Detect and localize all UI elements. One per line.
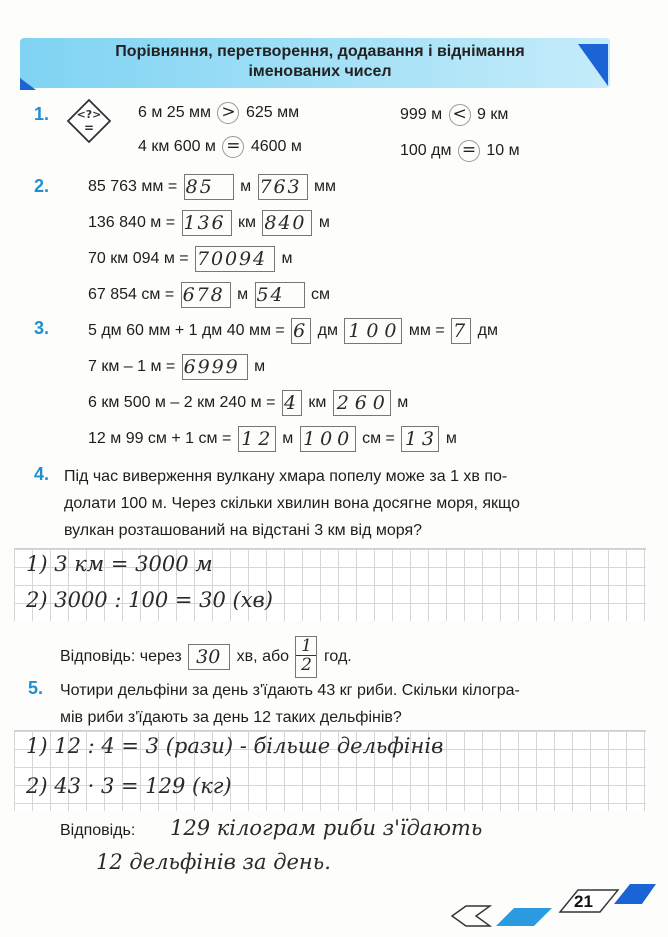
task1-item-3-left: 999 м: [400, 106, 443, 124]
digit: 4: [253, 248, 266, 270]
task2-row-4: [88, 282, 330, 308]
digit: 5: [256, 284, 269, 306]
task1-item-4-right: 10 м: [486, 142, 520, 160]
task3-row-1-box3[interactable]: [451, 318, 471, 344]
digit: 3: [287, 176, 300, 198]
task3-number: 3.: [34, 318, 50, 338]
digit: 0: [225, 248, 238, 270]
digit: 0: [366, 320, 379, 342]
task2-row-2-box1[interactable]: [182, 210, 232, 236]
digit: 9: [197, 356, 210, 378]
task3-row-1-expr: 5 дм 60 мм + 1 дм 40 мм =: [88, 322, 285, 340]
task2-row-2-expr: 136 840 м =: [88, 214, 176, 232]
task3-row-4: [88, 426, 457, 452]
task4-solution-2: 2) 3000 : 100 = 30 (хв): [26, 588, 273, 612]
task5-problem-text: [60, 677, 630, 731]
digit: 8: [210, 284, 223, 306]
task2-row-3-box1[interactable]: [195, 246, 275, 272]
task1-item-4-left: 100 дм: [400, 142, 452, 160]
task3-row-2-box1[interactable]: [182, 354, 248, 380]
task3-row-4-unit1: м: [282, 430, 294, 448]
task2-row-4-expr: 67 854 см =: [88, 286, 175, 304]
task3-row-3-expr: 6 км 500 м – 2 км 240 м =: [88, 394, 276, 412]
digit: 0: [211, 248, 224, 270]
task3-row-1-unit3: дм: [477, 322, 498, 340]
svg-text:<?>: <?>: [76, 108, 102, 121]
task5-answer-line2: 12 дельфінів за день.: [96, 850, 331, 874]
digit: 9: [211, 356, 224, 378]
task2-row-2-unit2: м: [318, 214, 330, 232]
task5-answer-label: Відповідь:: [60, 822, 136, 839]
task5-number: 5.: [28, 678, 44, 698]
task4-answer: [60, 636, 352, 678]
task2-row-4-unit1: м: [237, 286, 249, 304]
task3-row-2-unit1: м: [254, 358, 266, 376]
digit: 6: [182, 284, 195, 306]
task1-item-1-right: 625 мм: [245, 104, 300, 122]
digit: 6: [273, 176, 286, 198]
task2-row-2-box2[interactable]: [262, 210, 312, 236]
task5-text-line2: мів риби з'їдають за день 12 таких дельфінів?: [60, 709, 402, 726]
digit: 6: [211, 212, 224, 234]
digit: 0: [320, 428, 333, 450]
digit: 0: [292, 212, 305, 234]
task4-problem-text: [64, 463, 624, 544]
task3-row-3-unit2: м: [397, 394, 409, 412]
task2-row-3-unit1: м: [281, 250, 293, 268]
task2-row-2-unit1: км: [237, 214, 256, 232]
task1-item-2-left: 4 км 600 м: [138, 138, 216, 156]
task4-text-line1: Під час виверження вулкану хмара попелу може за 1 хв по-: [64, 468, 508, 485]
digit: 2: [258, 428, 271, 450]
digit: 1: [404, 428, 417, 450]
task5-answer-line1: 129 кілограм риби з'їдають: [170, 816, 483, 840]
task2-row-4-box2[interactable]: [255, 282, 305, 308]
task4-text-line2: долати 100 м. Через скільки хвилин вона досягне моря, якщо: [64, 495, 520, 512]
digit: 0: [337, 428, 350, 450]
task4-answer-prefix: Відповідь: через: [60, 648, 182, 666]
task4-answer-suffix: год.: [323, 648, 352, 666]
task3-row-4-box1[interactable]: [238, 426, 276, 452]
digit: 1: [348, 320, 361, 342]
compare-signs-icon: [66, 98, 112, 144]
task3-row-3: [88, 390, 408, 416]
task5-solution-1: 1) 12 : 4 = 3 (рази) - більше дельфінів: [26, 734, 444, 758]
digit: 9: [225, 356, 238, 378]
task3-row-1: [88, 318, 498, 344]
task3-row-3-box1[interactable]: [282, 390, 302, 416]
task4-fraction-box[interactable]: [295, 636, 317, 678]
task4-number: 4.: [34, 464, 50, 484]
digit: 8: [185, 176, 198, 198]
task2-row-3-expr: 70 км 094 м =: [88, 250, 189, 268]
task1-item-3-right: 9 км: [477, 106, 509, 124]
digit: 7: [197, 248, 210, 270]
task3-row-4-expr: 12 м 99 см + 1 см =: [88, 430, 232, 448]
task3-row-1-unit2: мм =: [408, 322, 445, 340]
task1-item-1: [138, 102, 299, 124]
task1-item-4: [400, 140, 520, 162]
task1-item-2-sign[interactable]: =: [222, 136, 244, 158]
digit: 7: [196, 284, 209, 306]
digit: 30: [196, 646, 221, 668]
task3-row-1-unit1: дм: [317, 322, 339, 340]
digit: 7: [259, 176, 272, 198]
task1-item-2-right: 4600 м: [250, 138, 302, 156]
digit: 3: [197, 212, 210, 234]
header-ribbon-left: [20, 78, 36, 90]
task2-row-4-unit2: см: [310, 286, 330, 304]
digit: 4: [283, 392, 296, 414]
task3-row-4-box2[interactable]: [300, 426, 356, 452]
task1-item-1-left: 6 м 25 мм: [138, 104, 212, 122]
task2-row-1-box2[interactable]: [258, 174, 308, 200]
task2-row-1-unit2: мм: [313, 178, 336, 196]
fraction-denominator: 2: [301, 655, 312, 675]
task1-item-3-sign[interactable]: <: [449, 104, 471, 126]
digit: 7: [453, 320, 466, 342]
task3-row-3-box2[interactable]: [333, 390, 391, 416]
task2-row-2: [88, 210, 330, 236]
page-title: [40, 42, 600, 82]
task1-item-2: [138, 136, 302, 158]
digit: 6: [354, 392, 367, 414]
task3-row-2-expr: 7 км – 1 м =: [88, 358, 176, 376]
fraction-numerator: 1: [296, 637, 316, 656]
task2-row-1-expr: 85 763 мм =: [88, 178, 178, 196]
digit: 1: [241, 428, 254, 450]
task2-row-4-box1[interactable]: [181, 282, 231, 308]
task1-item-3: [400, 104, 508, 126]
task1-item-1-sign[interactable]: >: [217, 102, 239, 124]
digit: 0: [372, 392, 385, 414]
task2-row-1-unit1: м: [240, 178, 252, 196]
digit: 6: [293, 320, 306, 342]
task3-row-4-unit2: см =: [362, 430, 395, 448]
task4-answer-mid: хв, або: [236, 648, 290, 666]
task4-text-line3: вулкан розташований на відстані 3 км від моря?: [64, 522, 423, 539]
svg-text:=: =: [83, 121, 95, 135]
task5-text-line1: Чотири дельфіни за день з'їдають 43 кг риби. Скільки кілогра-: [60, 682, 520, 699]
digit: 3: [421, 428, 434, 450]
task3-row-3-unit1: км: [308, 394, 327, 412]
task3-row-1-box2[interactable]: [344, 318, 402, 344]
digit: 4: [278, 212, 291, 234]
task2-row-3: [88, 246, 293, 272]
task3-row-2: [88, 354, 265, 380]
digit: 2: [336, 392, 349, 414]
task3-row-4-unit3: м: [445, 430, 457, 448]
digit: 0: [384, 320, 397, 342]
footer-decoration: [450, 880, 660, 930]
digit: 4: [270, 284, 283, 306]
digit: 6: [183, 356, 196, 378]
task1-number: 1.: [34, 104, 50, 124]
task2-row-1: [88, 174, 336, 200]
task1-item-4-sign[interactable]: =: [458, 140, 480, 162]
digit: 9: [239, 248, 252, 270]
digit: 8: [264, 212, 277, 234]
digit: 5: [199, 176, 212, 198]
task4-solution-1: 1) 3 км = 3000 м: [26, 552, 213, 576]
page-title-line2: іменованих чисел: [248, 63, 392, 80]
task3-row-4-box3[interactable]: [401, 426, 439, 452]
page-title-line1: Порівняння, перетворення, додавання і віднімання: [115, 43, 525, 60]
task2-number: 2.: [34, 176, 50, 196]
task4-answer-box[interactable]: [188, 644, 230, 670]
page-number: 21: [574, 892, 593, 911]
task2-row-1-box1[interactable]: [184, 174, 234, 200]
task3-row-1-box1[interactable]: [291, 318, 311, 344]
digit: 1: [303, 428, 316, 450]
task5-solution-2: 2) 43 · 3 = 129 (кг): [26, 774, 232, 798]
digit: 1: [183, 212, 196, 234]
